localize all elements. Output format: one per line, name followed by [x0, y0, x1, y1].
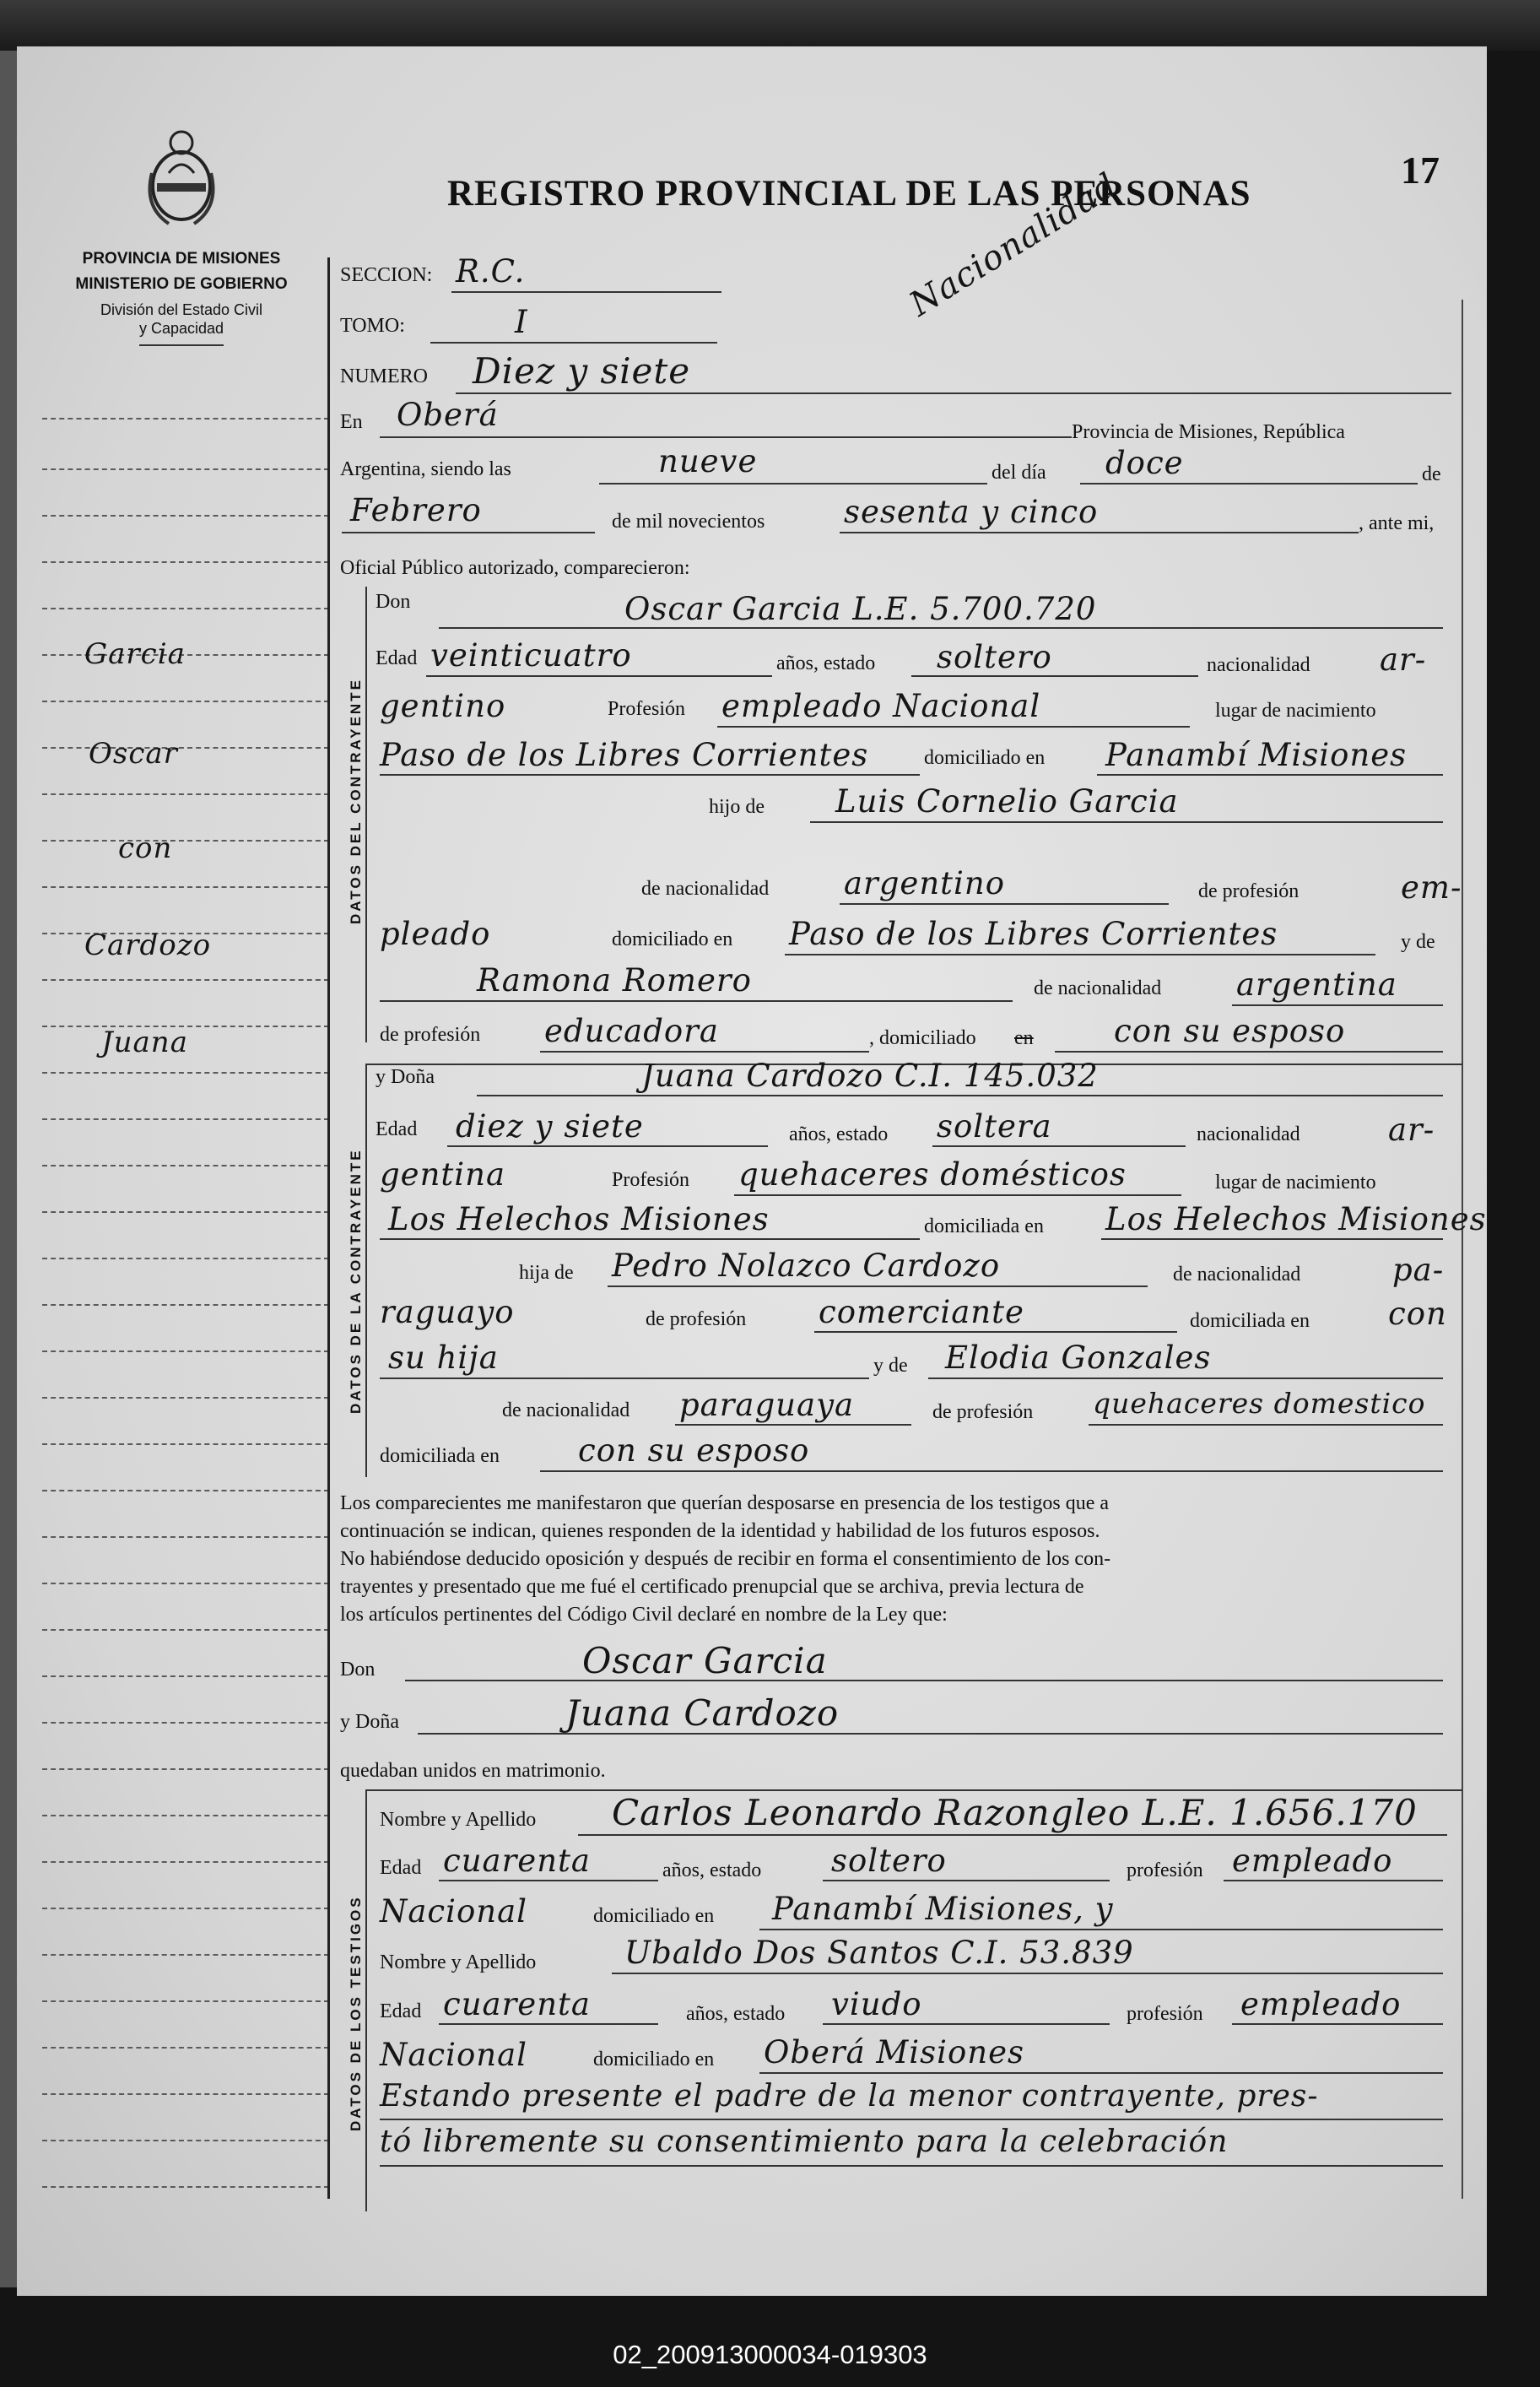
groom-nac-2: gentino [380, 688, 506, 724]
coat-of-arms-icon [135, 122, 228, 232]
bride-mother-nac: paraguaya [679, 1387, 855, 1423]
w2-name: Ubaldo Dos Santos C.I. 53.839 [624, 1935, 1134, 1971]
declaration-dona-rule [418, 1733, 1443, 1735]
w1-name: Carlos Leonardo Razongleo L.E. 1.656.170 [612, 1792, 1418, 1833]
bride-father-rule [608, 1286, 1148, 1287]
declaration-don-label: Don [340, 1659, 376, 1681]
groom-father-nac: argentino [844, 865, 1005, 901]
groom-dom-rule [1097, 774, 1443, 776]
groom-father-dom: Paso de los Libres Corrientes [789, 916, 1278, 952]
w1-dom-rule [759, 1929, 1443, 1930]
w2-nombre-label: Nombre y Apellido [380, 1951, 537, 1973]
groom-father-nac-rule [840, 903, 1169, 905]
notes-line-2: tó libremente su consentimiento para la celebración [380, 2124, 1229, 2159]
groom-birthplace: Paso de los Libres Corrientes [380, 737, 869, 773]
declaration-don-rule [405, 1680, 1443, 1681]
groom-mother-prof-rule [540, 1051, 869, 1053]
groom-father-dom-rule [785, 954, 1375, 955]
groom-mother-rule [380, 1000, 1013, 1002]
w1-estado-rule [823, 1880, 1110, 1881]
groom-anos-label: años, estado [776, 652, 876, 674]
w1-prof: empleado [1232, 1843, 1393, 1879]
notes-rule-2 [380, 2165, 1443, 2167]
book-spine [0, 51, 19, 2287]
bride-estado-rule [932, 1145, 1186, 1147]
form-right-border [1462, 300, 1463, 2199]
numero-label: NUMERO [340, 365, 429, 387]
groom-section-border [365, 587, 367, 1042]
seccion-value: R.C. [456, 253, 526, 290]
seccion-label: SECCION: [340, 264, 433, 286]
year-rule [840, 532, 1359, 533]
w1-dom-label: domiciliado en [593, 1905, 715, 1927]
bride-hija-label: hija de [519, 1262, 574, 1284]
day-value: doce [1105, 445, 1184, 481]
declaration-closing: quedaban unidos en matrimonio. [340, 1760, 606, 1782]
bride-nac-2: gentina [380, 1156, 506, 1193]
bride-edad-rule [447, 1145, 768, 1147]
groom-father-prof-2: pleado [380, 916, 491, 952]
page-title: REGISTRO PROVINCIAL DE LAS PERSONAS [447, 174, 1251, 214]
header-ministry: MINISTERIO DE GOBIERNO [75, 275, 288, 293]
tomo-label: TOMO: [340, 315, 405, 337]
stamp-signature: Nacionalidad [903, 165, 1125, 325]
provincia-text: Provincia de Misiones, República [1072, 421, 1345, 443]
groom-dom2-label: domiciliado en [612, 928, 733, 950]
w2-estado: viudo [831, 1986, 922, 2022]
bride-birthplace: Los Helechos Misiones [388, 1201, 770, 1237]
declaration-dona-label: y Doña [340, 1711, 399, 1733]
bride-estado: soltera [937, 1108, 1052, 1145]
bride-mother-prof-label: de profesión [932, 1401, 1034, 1423]
tomo-rule [430, 342, 717, 344]
book-binding-top [0, 0, 1540, 51]
w2-edad-rule [439, 2023, 658, 2025]
w1-estado: soltero [831, 1843, 947, 1879]
groom-mother-dom: con su esposo [1114, 1013, 1346, 1049]
year-value: sesenta y cinco [844, 494, 1099, 530]
groom-edad-label: Edad [376, 647, 418, 669]
groom-lugar-label: lugar de nacimiento [1215, 700, 1376, 722]
bride-name: Juana Cardozo C.I. 145.032 [641, 1058, 1099, 1094]
groom-mother-dom-rule [1055, 1051, 1443, 1053]
w2-prof: empleado [1240, 1986, 1402, 2022]
groom-edad-rule [426, 675, 772, 677]
w1-anos-label: años, estado [662, 1859, 762, 1881]
groom-father: Luis Cornelio Garcia [835, 783, 1179, 820]
declaration-line: trayentes y presentado que me fué el certificado prenupcial que se archiva, previa lectura de [340, 1576, 1084, 1598]
w1-dom: Panambí Misiones, y [772, 1891, 1114, 1927]
declaration-line: continuación se indican, quienes responden de la identidad y habilidad de los futuros esposos. [340, 1520, 1100, 1542]
groom-de-nac-label: de nacionalidad [641, 878, 770, 900]
tomo-value: I [515, 304, 528, 340]
bride-side-label: DATOS DE LA CONTRAYENTE [348, 1148, 364, 1414]
groom-birthplace-rule [380, 774, 920, 776]
bride-mother-dom-rule [540, 1470, 1443, 1472]
bride-prof-label: Profesión [612, 1169, 689, 1191]
numero-rule [456, 392, 1451, 394]
declaration-line: Los comparecientes me manifestaron que querían desposarse en presencia de los testigos que a [340, 1492, 1110, 1514]
bride-mother-rule [928, 1378, 1443, 1379]
mil-label: de mil novecientos [612, 511, 765, 533]
groom-nac-label: nacionalidad [1207, 654, 1310, 676]
w1-prof-rule [1224, 1880, 1443, 1881]
numero-value: Diez y siete [473, 350, 691, 392]
place-rule [380, 436, 1072, 438]
bride-mother: Elodia Gonzales [945, 1340, 1212, 1376]
place-value: Oberá [397, 397, 499, 433]
margin-note-firstname: Oscar [89, 737, 178, 771]
month-rule [342, 532, 595, 533]
bride-father-prof: comerciante [819, 1294, 1024, 1330]
ante-label: , ante mi, [1359, 512, 1435, 534]
bride-nac-1: ar- [1388, 1112, 1435, 1148]
bride-section-border [365, 1064, 367, 1477]
bride-name-rule [477, 1095, 1443, 1096]
w2-edad: cuarenta [443, 1986, 591, 2022]
header-division: División del Estado Civil [100, 301, 263, 318]
declaration-don-value: Oscar Garcia [582, 1640, 828, 1681]
bride-mother-prof-rule [1089, 1424, 1443, 1426]
argentina-label: Argentina, siendo las [340, 458, 511, 480]
page-number: 17 [1401, 149, 1440, 192]
declaration-dona-value: Juana Cardozo [565, 1692, 840, 1734]
w1-nombre-label: Nombre y Apellido [380, 1809, 537, 1831]
bride-profesion: quehaceres domésticos [738, 1156, 1127, 1193]
groom-estado-rule [911, 675, 1198, 677]
groom-y-de-label: y de [1401, 931, 1435, 953]
groom-mother-nac-rule [1232, 1004, 1443, 1006]
bride-nac-label: nacionalidad [1197, 1123, 1300, 1145]
w1-prof-label: profesión [1127, 1859, 1203, 1881]
bride-father-dom-rule [380, 1378, 869, 1379]
bride-de-nac-label: de nacionalidad [1173, 1264, 1301, 1286]
groom-mother-nac-label: de nacionalidad [1034, 977, 1162, 999]
w2-edad-label: Edad [380, 2000, 422, 2022]
seccion-rule [451, 291, 721, 293]
declaration-line: No habiéndose deducido oposición y después de recibir en forma el consentimiento de los con- [340, 1548, 1111, 1570]
w2-nac: Nacional [380, 2037, 527, 2073]
groom-prof-rule [717, 726, 1190, 728]
w2-dom-label: domiciliado en [593, 2049, 715, 2070]
scan-file-id: 02_200913000034-019303 [613, 2340, 927, 2369]
bride-father-prof-rule [814, 1331, 1177, 1333]
declaration-paragraph [340, 1490, 1462, 1629]
bride-birthplace-rule [380, 1238, 920, 1240]
w2-dom: Oberá Misiones [764, 2034, 1024, 2070]
month-value: Febrero [350, 492, 482, 528]
bride-dom-rule [1101, 1238, 1443, 1240]
notes-line-1: Estando presente el padre de la menor contrayente, pres- [380, 2079, 1319, 2114]
oficial-label: Oficial Público autorizado, comparecieron: [340, 557, 690, 579]
groom-de-prof-label: de profesión [1198, 880, 1300, 902]
bride-domicilio: Los Helechos Misiones [1105, 1201, 1487, 1237]
bride-mother-prof: quehaceres domestico [1093, 1387, 1426, 1420]
bride-anos-label: años, estado [789, 1123, 889, 1145]
groom-name-rule [439, 627, 1443, 629]
groom-prof-label: Profesión [608, 698, 685, 720]
bride-father-nac-2: raguayo [380, 1294, 515, 1330]
groom-mother-dom-label: , domiciliado [869, 1027, 976, 1049]
w1-edad: cuarenta [443, 1843, 591, 1879]
declaration-line: los artículos pertinentes del Código Civil declaré en nombre de la Ley que: [340, 1604, 948, 1626]
de-label: de [1422, 463, 1441, 485]
witness-side-label: DATOS DE LOS TESTIGOS [348, 1895, 364, 2131]
w1-edad-label: Edad [380, 1857, 422, 1879]
notes-rule-1 [380, 2119, 1443, 2120]
hour-value: nueve [658, 443, 758, 479]
groom-nac-1: ar- [1380, 641, 1427, 678]
groom-side-label: DATOS DEL CONTRAYENTE [348, 678, 364, 924]
groom-dom-label: domiciliado en [924, 747, 1046, 769]
witness-section-border [365, 1789, 367, 2211]
en-label: En [340, 411, 363, 433]
bride-dom-label: domiciliada en [924, 1215, 1044, 1237]
bride-mother-dom-label: domiciliada en [380, 1445, 500, 1467]
bride-de-prof-label: de profesión [646, 1308, 747, 1330]
register-page [17, 46, 1487, 2296]
header-division-2: y Capacidad [138, 320, 224, 337]
bride-mother-nac-rule [675, 1424, 911, 1426]
bride-edad: diez y siete [456, 1108, 644, 1145]
w2-prof-rule [1232, 2023, 1443, 2025]
groom-don-label: Don [376, 591, 411, 613]
w2-estado-rule [823, 2023, 1110, 2025]
bride-dom2-label: domiciliada en [1190, 1310, 1310, 1332]
w1-name-rule [578, 1834, 1447, 1836]
margin-note-surname: Garcia [84, 637, 186, 671]
bride-dona-label: y Doña [376, 1066, 435, 1088]
form-left-border [327, 257, 330, 2199]
groom-mother-prof: educadora [544, 1013, 719, 1049]
groom-mother: Ramona Romero [477, 962, 752, 999]
w1-nac: Nacional [380, 1893, 527, 1930]
bride-prof-rule [734, 1194, 1181, 1196]
groom-mother-dom-struck: en [1014, 1027, 1034, 1049]
bride-father-dom-1: con [1388, 1296, 1447, 1332]
margin-note-con: con [118, 831, 173, 865]
groom-profesion: empleado Nacional [721, 688, 1041, 724]
groom-edad: veinticuatro [430, 637, 632, 674]
header-province: PROVINCIA DE MISIONES [82, 250, 281, 268]
groom-father-prof-1: em- [1401, 869, 1462, 906]
witness-section-top [365, 1789, 1462, 1791]
bride-mother-dom: con su esposo [578, 1432, 810, 1469]
header-divider [139, 344, 224, 346]
w2-dom-rule [759, 2072, 1443, 2074]
w2-anos-label: años, estado [686, 2003, 786, 2025]
groom-estado: soltero [937, 639, 1052, 675]
groom-mother-nac: argentina [1236, 966, 1397, 1003]
bride-father-nac-1: pa- [1392, 1252, 1445, 1288]
groom-name: Oscar Garcia L.E. 5.700.720 [624, 591, 1097, 627]
groom-father-rule [810, 821, 1443, 823]
margin-note-firstname-2: Juana [101, 1026, 188, 1059]
bride-lugar-label: lugar de nacimiento [1215, 1172, 1376, 1194]
groom-mother-prof-label: de profesión [380, 1024, 481, 1046]
w2-name-rule [612, 1973, 1443, 1974]
bride-father-dom-2: su hija [388, 1340, 499, 1376]
w1-edad-rule [439, 1880, 658, 1881]
bride-mother-nac-label: de nacionalidad [502, 1399, 630, 1421]
groom-hijo-label: hijo de [709, 796, 765, 818]
bride-edad-label: Edad [376, 1118, 418, 1140]
groom-domicilio: Panambí Misiones [1105, 737, 1408, 773]
bride-y-de-label: y de [873, 1355, 908, 1377]
w2-prof-label: profesión [1127, 2003, 1203, 2025]
margin-note-surname-2: Cardozo [84, 928, 212, 962]
bride-father: Pedro Nolazco Cardozo [612, 1248, 1001, 1284]
hour-rule [599, 483, 987, 484]
del-dia-label: del día [992, 462, 1046, 484]
day-rule [1080, 483, 1418, 484]
